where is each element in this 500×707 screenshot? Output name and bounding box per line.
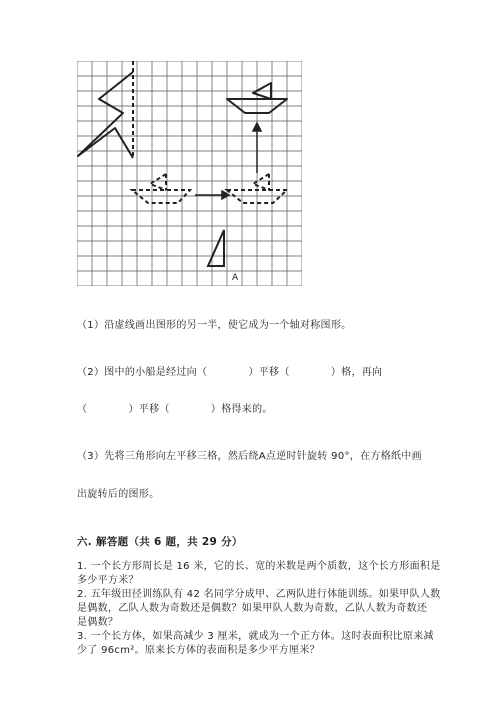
problem-line: 3. 一个长方体，如果高减少 3 厘米，就成为一个正方体。这时表面积比原来减 bbox=[77, 631, 434, 642]
point-label-a: A bbox=[232, 273, 239, 283]
problem-line: 是偶数？ bbox=[77, 617, 119, 628]
problem-line: 多少平方米？ bbox=[77, 575, 139, 586]
problem-line: 2. 五年级田径训练队有 42 名同学分成甲、乙两队进行体能训练。如果甲队人数 bbox=[77, 589, 441, 600]
question-3-line-1: （3）先将三角形向左平移三格，然后绕A点逆时针旋转 90°，在方格纸中画 bbox=[77, 451, 422, 462]
question-1: （1）沿虚线画出图形的另一半，使它成为一个轴对称图形。 bbox=[77, 320, 352, 331]
half-figure bbox=[78, 72, 133, 158]
arrow-up bbox=[253, 123, 261, 173]
grid-figure bbox=[77, 61, 302, 286]
boat-dashed-left bbox=[132, 174, 190, 203]
question-2-line-1: （2）图中的小船是经过向（ ）平移（ ）格，再向 bbox=[77, 367, 383, 378]
triangle bbox=[208, 230, 224, 266]
problem-line: 是偶数，乙队人数为奇数还是偶数？如果甲队人数为奇数，乙队人数为奇数还 bbox=[77, 603, 428, 614]
problem-line: 1. 一个长方形周长是 16 米，它的长、宽的米数是两个质数，这个长方形面积是 bbox=[77, 561, 441, 572]
question-3-line-2: 出旋转后的图形。 bbox=[77, 489, 160, 500]
problem-line: 少了 96cm²。原来长方体的表面积是多少平方厘米？ bbox=[77, 645, 320, 656]
section-6-title: 六. 解答题（共 6 题，共 29 分） bbox=[77, 536, 243, 548]
question-2-line-2: （ ）平移（ ）格得来的。 bbox=[77, 404, 273, 415]
